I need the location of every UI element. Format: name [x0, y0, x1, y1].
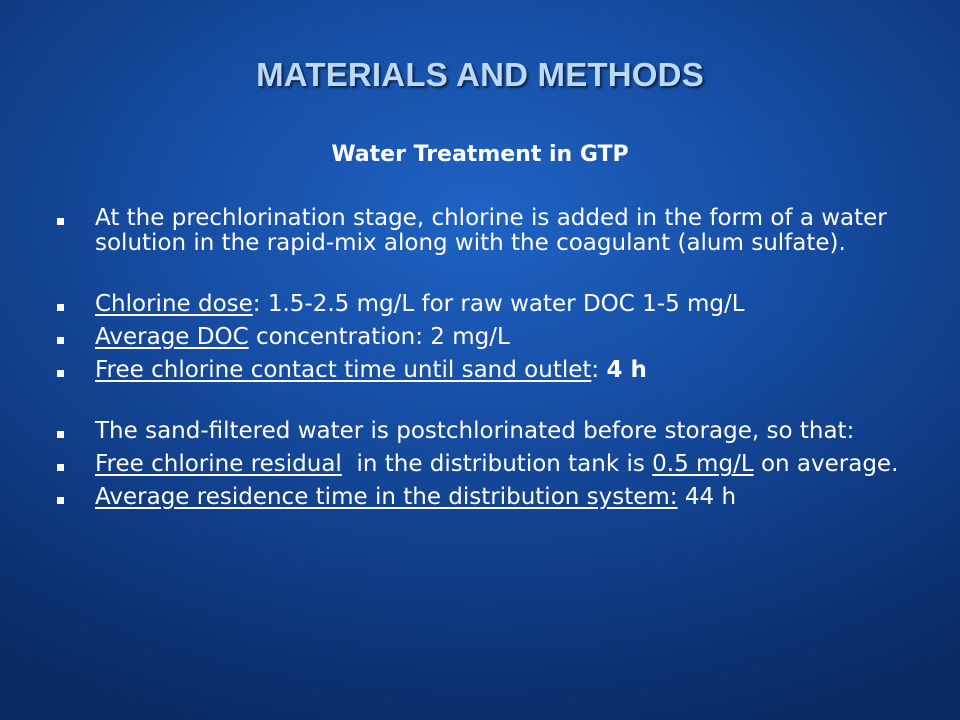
square-bullet-icon: [57, 497, 64, 504]
bullet-label: Chlorine dose: [95, 291, 253, 317]
square-bullet-icon: [57, 337, 64, 344]
bullet-average-doc: [54, 325, 914, 350]
bullet-prechlorination: [54, 206, 914, 256]
bullet-rest: concentration: 2 mg/L: [248, 324, 510, 350]
bullet-value: 0.5 mg/L: [652, 451, 754, 477]
slide-title: MATERIALS AND METHODS: [256, 56, 704, 93]
bullet-value: 4 h: [606, 357, 647, 383]
bullet-rest: 44 h: [677, 484, 737, 510]
bullet-label: Free chlorine contact time until sand outlet: [95, 357, 592, 383]
bullet-label: Average DOC: [95, 324, 249, 350]
bullet-contact-time: [54, 358, 914, 383]
bullet-label: Free chlorine residual: [95, 451, 342, 477]
bullet-text: The sand-filtered water is postchlorinated before storage, so that:: [95, 418, 855, 444]
square-bullet-icon: [57, 464, 64, 471]
bullet-chlorine-dose: [54, 292, 914, 317]
slide-subtitle: Water Treatment in GTP: [331, 142, 629, 167]
bullet-residence-time: [54, 485, 914, 510]
bullet-rest: on average.: [753, 451, 899, 477]
bullet-postchlorination: [54, 419, 914, 444]
square-bullet-icon: [57, 431, 64, 438]
square-bullet-icon: [57, 218, 64, 225]
bullet-rest: : 1.5-2.5 mg/L for raw water DOC 1-5 mg/L: [252, 291, 745, 317]
bullet-free-chlorine-residual: [54, 452, 914, 477]
bullet-rest: :: [591, 357, 607, 383]
square-bullet-icon: [57, 304, 64, 311]
bullet-list: [54, 206, 914, 510]
bullet-label: Average residence time in the distribution system:: [95, 484, 678, 510]
bullet-text: At the prechlorination stage, chlorine is added in the form of a water solution in the rapid-mix along with the coagulant (alum sulfate).: [95, 205, 887, 256]
square-bullet-icon: [57, 370, 64, 377]
bullet-mid: in the distribution tank is: [341, 451, 653, 477]
